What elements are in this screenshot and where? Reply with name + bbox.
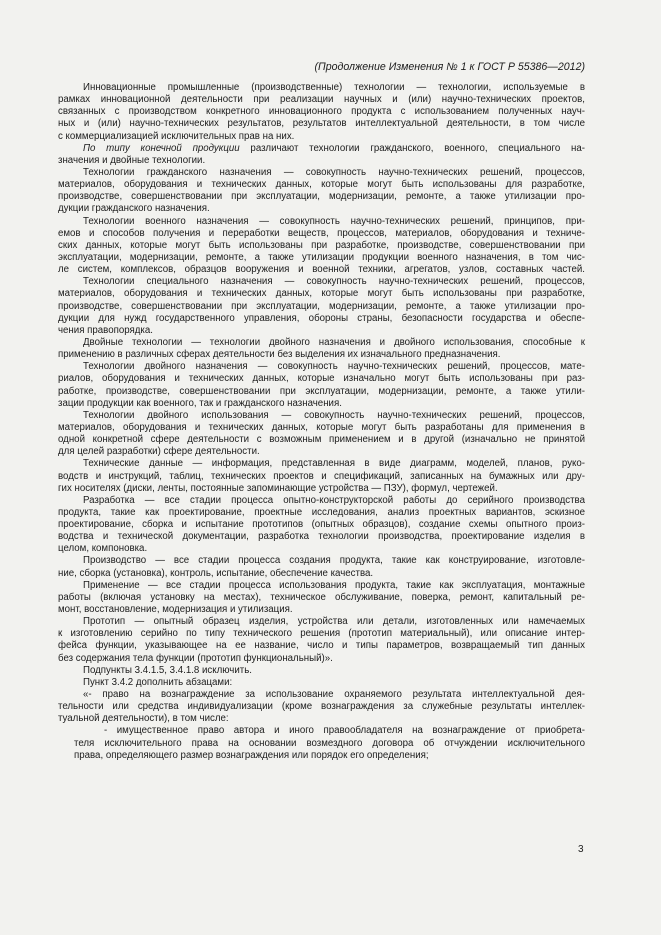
text-line: риалов, оборудования и технических данных, которые изначально могут быть использованы при раз- xyxy=(58,373,585,385)
text-line: Пункт 3.4.2 дополнить абзацами: xyxy=(83,676,233,688)
text-line: Применение — все стадии процесса использования продукта, такие как эксплуатация, монтажные xyxy=(83,579,585,591)
text-line: дукции гражданского назначения. xyxy=(58,203,210,215)
text-line: одной конкретной сфере деятельности с возможным применением и в другой (изначально не принятой xyxy=(58,434,585,446)
text-line: работы (включая установку на местах), техническое обслуживание, поверка, ремонт, капитальный ре- xyxy=(58,591,585,603)
text-line: связанных с производством конкретного инновационного продукта с использованием полученных науч- xyxy=(58,106,585,118)
text-line: емов и способов получения и переработки веществ, процессов, материалов, оборудования и техниче- xyxy=(58,227,585,239)
text-line: «- право на вознаграждение за использование охраняемого результата интеллектуальной дея- xyxy=(83,689,585,701)
text-line xyxy=(58,143,585,155)
text-line: зации продукции как военного, так и гражданского назначения. xyxy=(58,397,342,409)
text-line: - имущественное право автора и иного правообладателя на вознаграждение от приобрета- xyxy=(104,725,585,737)
text-line: Разработка — все стадии процесса опытно-конструкторской работы до серийного производства xyxy=(83,494,585,506)
italic-term: По типу конечной продукции xyxy=(83,142,240,154)
text-line: дукции для нужд государственного управления, обороны страны, безопасности государства и обеспе- xyxy=(58,312,585,324)
text-line: Инновационные промышленные (производственные) технологии — технологии, используемые в xyxy=(83,82,585,93)
text-line: ных и (или) научно-технических результатов, результатов интеллектуальной деятельности, в том числе xyxy=(58,118,585,130)
text-line: проектирование, сборка и испытание прототипов (опытных образцов), создание схемы опытного произ- xyxy=(58,519,585,531)
text-line: гих носителях (диски, ленты, постоянные запоминающие устройства — ПЗУ), формул, чертежей. xyxy=(58,482,498,494)
text-line: работке, производстве, совершенствовании при эксплуатации, модернизации, ремонте, а также утили- xyxy=(58,385,585,397)
text-line: применению в различных сферах деятельности без выделения их изначального предназначения. xyxy=(58,349,501,361)
text-line: рамках инновационной деятельности при реализации научных и (или) научно-технических проектов, xyxy=(58,94,585,106)
text-line: целом, компоновка. xyxy=(58,543,148,555)
text-line: продукта, такие как проектирование, проектные исследования, анализ проектных вариантов, эскизное xyxy=(58,506,585,518)
text-line: Технологии гражданского назначения — совокупность научно-технических решений, процессов, xyxy=(83,166,585,178)
page-number: 3 xyxy=(578,844,584,855)
text-span: различают технологии гражданского, военного, специального на- xyxy=(239,142,585,154)
running-header: (Продолжение Изменения № 1 к ГОСТ Р 55386—2012) xyxy=(314,61,585,73)
text-line: материалов, оборудования и технических данных, которые могут быть разработаны для применения в xyxy=(58,421,585,433)
text-line: туальной деятельности), в том числе: xyxy=(58,713,229,725)
text-line: Технические данные — информация, представленная в виде диаграмм, моделей, планов, руко- xyxy=(83,458,585,470)
text-line: ских данных, которые могут быть использованы при разработке, производстве, совершенствовании при xyxy=(58,239,585,251)
text-line: для целей разработки) сфере деятельности. xyxy=(58,446,260,458)
text-line: водства и технической документации, разработка технологии производства, проектирование изделия в xyxy=(58,531,585,543)
text-line: водств и инструкций, таблиц, технических проектов и спецификаций, записанных на бумажных или дру- xyxy=(58,470,585,482)
text-line: монт, восстановление, модернизация и утилизация. xyxy=(58,604,293,616)
text-line: Технологии двойного назначения — совокупность научно-технических решений, процессов, мате- xyxy=(83,361,585,373)
text-line: Технологии военного назначения — совокупность научно-технических решений, принципов, при- xyxy=(83,215,585,227)
text-line: Технологии двойного использования — совокупность научно-технических решений, процессов, xyxy=(83,409,585,421)
text-line: Двойные технологии — технологии двойного назначения и двойного использования, способные к xyxy=(83,336,585,348)
text-line: тельности или средства индивидуализации (кроме вознаграждения за служебные результаты интеллек- xyxy=(58,701,585,713)
text-line: к изготовлению серийно по типу технического решения (прототип материальный), или описание интер- xyxy=(58,628,585,640)
text-line: с коммерциализацией исключительных прав на них. xyxy=(58,130,295,142)
text-line: Прототип — опытный образец изделия, устройства или детали, изготовленных или намечаемых xyxy=(83,616,585,628)
document-body xyxy=(58,82,585,762)
text-line: ле систем, комплексов, образцов вооружения и военной техники, агрегатов, узлов, составных частей. xyxy=(58,264,585,276)
text-line: чения правопорядка. xyxy=(58,324,153,336)
text-line: ние, сборка (установка), контроль, испытание, обеспечение качества. xyxy=(58,567,374,579)
text-line: без содержания тела функции (прототип функциональный)». xyxy=(58,652,333,664)
text-line: фейса функции, указывающее на ее название, число и типы параметров, возвращаемый тип данных xyxy=(58,640,585,652)
text-line: материалов, оборудования и технических данных, которые могут быть использованы для разработке, xyxy=(58,179,585,191)
text-line: теля исключительного права на основании возмездного договора об отчуждении исключительного xyxy=(74,737,585,749)
text-line: Производство — все стадии процесса создания продукта, такие как конструирование, изготовле- xyxy=(83,555,585,567)
text-line: значения и двойные технологии. xyxy=(58,154,206,166)
text-line: Подпункты 3.4.1.5, 3.4.1.8 исключить. xyxy=(83,664,252,676)
text-line: материалов, оборудования и технических данных, которые могут быть использованы при разработке, xyxy=(58,288,585,300)
text-line: права, определяющего размер вознаграждения или порядок его определения; xyxy=(74,749,429,761)
text-line: эксплуатации, модернизации, ремонте, а также утилизации продукции военного назначения, в том чис- xyxy=(58,251,585,263)
text-line: Технологии специального назначения — совокупность научно-технических решений, процессов, xyxy=(83,276,585,288)
text-line: производстве, совершенствовании при эксплуатации, модернизации, ремонте, а также утилизации про- xyxy=(58,191,585,203)
text-line: производстве, совершенствовании при эксплуатации, модернизации, ремонте, а также утилизации про- xyxy=(58,300,585,312)
